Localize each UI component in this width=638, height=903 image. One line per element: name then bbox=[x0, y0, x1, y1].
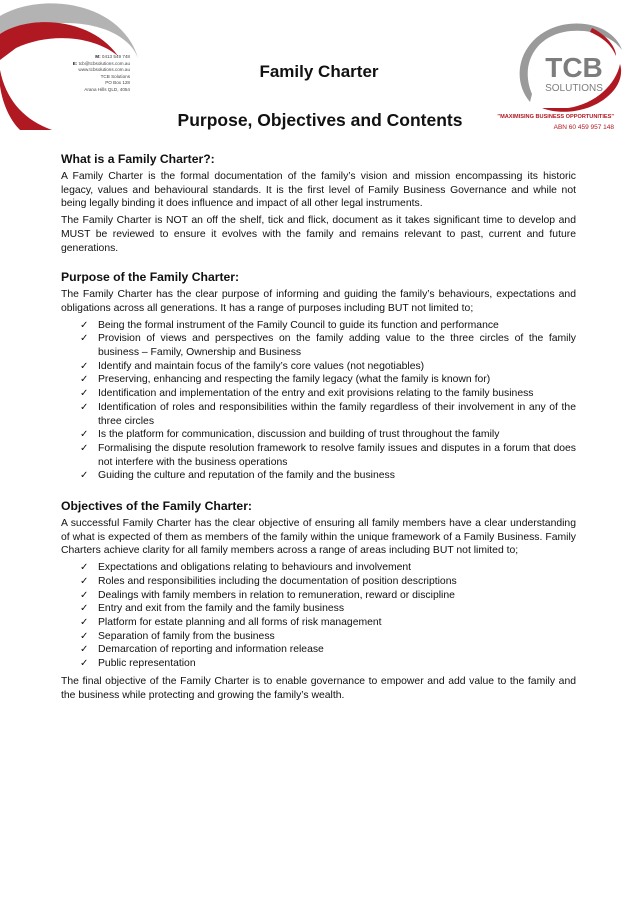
paragraph: A successful Family Charter has the clear objective of ensuring all family members have a clear understanding of what is expected of them as members of the family within the unique framework of a Family Business. Family Charters achieve clarity for all family members across a range of areas including BUT not limited to; bbox=[61, 518, 576, 557]
section-heading-what: What is a Family Charter?: bbox=[61, 152, 215, 166]
checkmark-icon: ✓ bbox=[80, 442, 89, 454]
company-abn: ABN 60 459 957 148 bbox=[553, 124, 614, 131]
list-item: ✓ Provision of views and perspectives on the family adding value to the three circles of the family business – Family, Ownership and Business bbox=[80, 333, 576, 359]
company-slogan: "MAXIMISING BUSINESS OPPORTUNITIES" bbox=[497, 114, 614, 120]
checkmark-icon: ✓ bbox=[80, 374, 89, 386]
list-item: ✓ Expectations and obligations relating to behaviours and involvement bbox=[80, 562, 412, 574]
purpose-list bbox=[61, 319, 576, 483]
checkmark-icon: ✓ bbox=[80, 360, 89, 372]
list-item: ✓ Separation of family from the business bbox=[80, 630, 275, 642]
logo-wordmark: TCB bbox=[545, 52, 603, 83]
checkmark-icon: ✓ bbox=[80, 429, 89, 441]
list-item: ✓ Roles and responsibilities including the documentation of position descriptions bbox=[80, 575, 457, 587]
checkmark-icon: ✓ bbox=[80, 658, 89, 670]
paragraph: The Family Charter has the clear purpose of informing and guiding the family’s behaviours, expectations and obligations across all generations. It has a range of purposes including BUT not limited to; bbox=[61, 289, 576, 314]
list-item: ✓ Identification and implementation of the entry and exit provisions relating to the family business bbox=[80, 388, 534, 400]
contact-phone: M: 0413 549 748 bbox=[95, 54, 130, 59]
paragraph: A Family Charter is the formal documentation of the family’s vision and mission encompassing its historic legacy, values and behavioural standards. It is the first level of Family Business Governance and while not being legally binding it does influence and impact of all other legal instruments. bbox=[61, 171, 576, 210]
document-title: Family Charter bbox=[259, 62, 379, 81]
list-item: ✓ Identification of roles and responsibilities within the family regardless of their involvement in any of the three circles bbox=[80, 401, 576, 427]
list-item: ✓ Entry and exit from the family and the family business bbox=[80, 603, 345, 615]
contact-website[interactable]: www.tcbsolutions.com.au bbox=[78, 67, 130, 73]
document-subtitle: Purpose, Objectives and Contents bbox=[177, 110, 463, 130]
checkmark-icon: ✓ bbox=[80, 388, 89, 400]
closing-paragraph: The final objective of the Family Charter is to enable governance to empower and add value to the family and the business while protecting and growing the family’s wealth. bbox=[61, 675, 576, 701]
list-item: ✓ Demarcation of reporting and information release bbox=[80, 644, 324, 656]
list-item: ✓ Is the platform for communication, discussion and building of trust throughout the family bbox=[80, 429, 500, 441]
list-item: ✓ Identify and maintain focus of the family’s core values (not negotiables) bbox=[80, 360, 425, 372]
list-item: ✓ Being the formal instrument of the Family Council to guide its function and performance bbox=[80, 319, 499, 331]
logo-subtext: SOLUTIONS bbox=[545, 83, 603, 94]
checkmark-icon: ✓ bbox=[80, 562, 89, 574]
list-item: ✓ Formalising the dispute resolution framework to resolve family issues and disputes in a forum that does not interfere with the business operations bbox=[80, 442, 576, 468]
checkmark-icon: ✓ bbox=[80, 575, 89, 587]
checkmark-icon: ✓ bbox=[80, 644, 89, 656]
list-item: ✓ Dealings with family members in relation to remuneration, reward or discipline bbox=[80, 589, 455, 601]
checkmark-icon: ✓ bbox=[80, 401, 89, 413]
checkmark-icon: ✓ bbox=[80, 603, 89, 615]
checkmark-icon: ✓ bbox=[80, 616, 89, 628]
paragraph: The Family Charter is NOT an off the shelf, tick and flick, document as it takes significant time to develop and MUST be reviewed to ensure it evolves with the family and remains relevant to past, current and future generations. bbox=[61, 215, 576, 254]
tcb-solutions-logo bbox=[512, 20, 624, 115]
contact-email[interactable]: E: tcb@tcbsolutions.com.au bbox=[72, 60, 130, 66]
section-heading-objectives: Objectives of the Family Charter: bbox=[61, 499, 252, 514]
checkmark-icon: ✓ bbox=[80, 589, 89, 601]
contact-company: TCB Solutions bbox=[100, 73, 130, 79]
objectives-list bbox=[61, 561, 576, 671]
list-item: ✓ Preserving, enhancing and respecting the family legacy (what the family is known for) bbox=[80, 374, 491, 386]
list-item: ✓ Public representation bbox=[80, 658, 196, 670]
section-heading-purpose: Purpose of the Family Charter: bbox=[61, 270, 240, 285]
checkmark-icon: ✓ bbox=[80, 470, 89, 482]
checkmark-icon: ✓ bbox=[80, 319, 89, 331]
list-item: ✓ Platform for estate planning and all forms of risk management bbox=[80, 616, 382, 628]
list-item: ✓ Guiding the culture and reputation of the family and the business bbox=[80, 470, 395, 482]
checkmark-icon: ✓ bbox=[80, 333, 89, 345]
document-body bbox=[61, 151, 576, 705]
checkmark-icon: ✓ bbox=[80, 630, 89, 642]
contact-suburb: Arana Hills QLD, 4054 bbox=[84, 86, 130, 92]
contact-po-box: PO Box 128 bbox=[105, 80, 130, 86]
